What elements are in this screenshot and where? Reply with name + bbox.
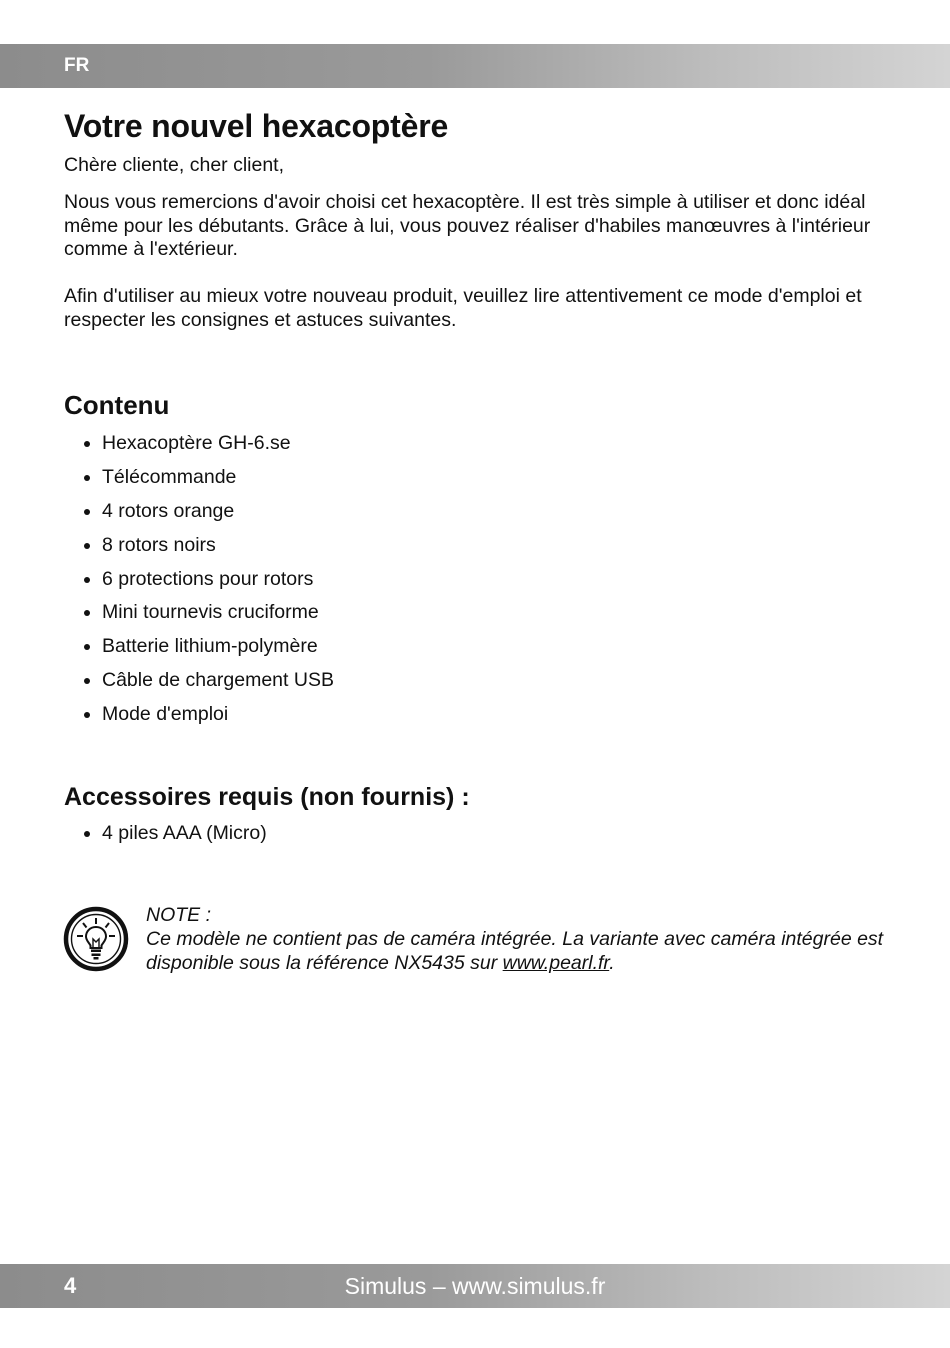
bullet-icon <box>84 831 90 837</box>
note-body <box>146 927 906 975</box>
list-item <box>64 499 334 533</box>
list-item <box>64 465 334 499</box>
bullet-icon <box>84 610 90 616</box>
note-box <box>146 903 906 975</box>
list-item-label: 4 rotors orange <box>102 499 235 522</box>
note-label: NOTE : <box>146 904 212 926</box>
intro-paragraph: Nous vous remercions d'avoir choisi cet hexacoptère. Il est très simple à utiliser et donc idéal même pour les débutants. Grâce à lui, vous pouvez réaliser d'habiles manœuvres à l'intérieur comme à l'extérieur. <box>64 191 871 260</box>
bullet-icon <box>84 543 90 549</box>
note-text: Ce modèle ne contient pas de caméra intégrée. La variante avec caméra intégrée est disponible sous la référence NX5435 sur <box>146 928 884 974</box>
contents-list <box>64 431 334 736</box>
list-item-label: Mode d'emploi <box>102 703 229 726</box>
page-title: Votre nouvel hexacoptère <box>64 108 449 144</box>
pearl-link[interactable]: www.pearl.fr <box>502 952 610 974</box>
bullet-icon <box>84 712 90 718</box>
list-item-label: 4 piles AAA (Micro) <box>102 822 267 844</box>
accessories-list <box>64 821 267 855</box>
bullet-icon <box>84 475 90 481</box>
list-item-label: Télécommande <box>102 465 237 488</box>
contents-heading: Contenu <box>64 390 170 420</box>
list-item-label: Batterie lithium-polymère <box>102 635 318 658</box>
lightbulb-icon <box>63 906 129 972</box>
salutation: Chère cliente, cher client, <box>64 154 285 176</box>
list-item <box>64 567 334 601</box>
bullet-icon <box>84 441 90 447</box>
bullet-icon <box>84 644 90 650</box>
list-item <box>64 634 334 668</box>
footer-bar <box>0 1264 950 1308</box>
list-item <box>64 431 334 465</box>
list-item <box>64 668 334 702</box>
header-bar <box>0 44 950 88</box>
language-label: FR <box>64 55 90 76</box>
list-item <box>64 600 334 634</box>
page-number: 4 <box>64 1273 77 1298</box>
accessories-heading: Accessoires requis (non fournis) : <box>64 783 470 811</box>
list-item-label: Hexacoptère GH-6.se <box>102 432 291 454</box>
bullet-icon <box>84 678 90 684</box>
list-item-label: Mini tournevis cruciforme <box>102 601 319 624</box>
bullet-icon <box>84 577 90 583</box>
list-item-label: 8 rotors noirs <box>102 533 216 556</box>
instructions-paragraph: Afin d'utiliser au mieux votre nouveau produit, veuillez lire attentivement ce mode d'emploi et respecter les consignes et astuces suivantes. <box>64 285 862 331</box>
list-item <box>64 821 267 855</box>
bullet-icon <box>84 509 90 515</box>
note-text-end: . <box>609 952 615 974</box>
list-item-label: Câble de chargement USB <box>102 669 334 692</box>
list-item-label: 6 protections pour rotors <box>102 567 314 590</box>
list-item <box>64 533 334 567</box>
list-item <box>64 702 334 736</box>
footer-brand: Simulus – www.simulus.fr <box>344 1273 606 1299</box>
